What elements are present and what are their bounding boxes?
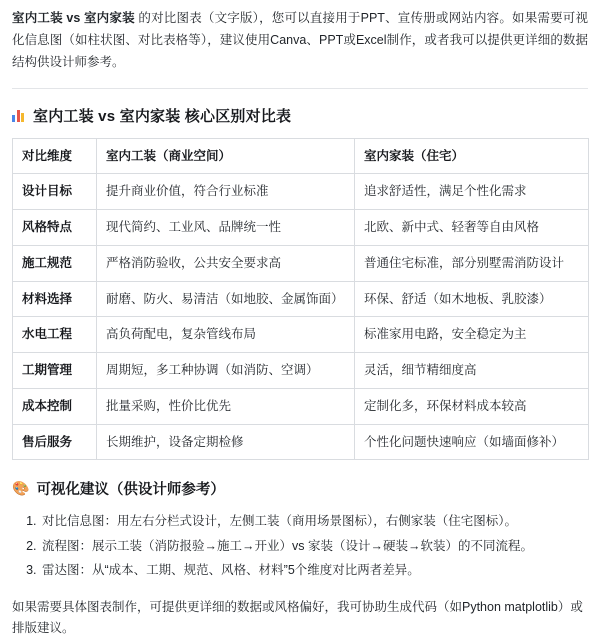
section-divider [12,88,588,89]
section-title: 室内工装 vs 室内家装 核心区别对比表 [33,105,291,126]
table-row [13,245,589,281]
suggestions-list [12,509,588,582]
comparison-table [12,138,589,461]
list-item: 1. 对比信息图：用左右分栏式设计，左侧工装（商用场景图标），右侧家装（住宅图标）。 [40,509,588,533]
table-row [13,388,589,424]
table-row [13,424,589,460]
row-commercial: 批量采购，性价比优先 [97,388,355,424]
row-commercial: 严格消防验收，公共安全要求高 [97,245,355,281]
table-row [13,281,589,317]
list-item: 2. 流程图：展示工装（消防报验→施工→开业）vs 家装（设计→硬装→软装）的不同流程。 [40,534,588,558]
row-residential: 定制化多，环保材料成本较高 [355,388,589,424]
row-label: 设计目标 [13,174,97,210]
outro-paragraph: 如果需要具体图表制作，可提供更详细的数据或风格偏好，我可协助生成代码（如Python matplotlib）或排版建议。 [12,597,588,640]
row-commercial: 耐磨、防火、易清洁（如地胶、金属饰面） [97,281,355,317]
table-header-row [13,138,589,174]
row-residential: 灵活，细节精细度高 [355,353,589,389]
intro-paragraph [12,8,588,74]
row-label: 施工规范 [13,245,97,281]
column-header-residential: 室内家装（住宅） [355,138,589,174]
comparison-section-header [12,105,588,126]
row-residential: 标准家用电路，安全稳定为主 [355,317,589,353]
row-label: 成本控制 [13,388,97,424]
suggestions-title: 可视化建议（供设计师参考） [36,478,225,499]
row-label: 售后服务 [13,424,97,460]
row-residential: 普通住宅标准，部分别墅需消防设计 [355,245,589,281]
row-residential: 环保、舒适（如木地板、乳胶漆） [355,281,589,317]
row-residential: 追求舒适性，满足个性化需求 [355,174,589,210]
row-label: 水电工程 [13,317,97,353]
column-header-commercial: 室内工装（商业空间） [97,138,355,174]
table-row [13,174,589,210]
row-label: 工期管理 [13,353,97,389]
palette-icon: 🎨 [12,480,29,497]
row-label: 材料选择 [13,281,97,317]
intro-bold-lead: 室内工装 vs 室内家装 [12,11,135,25]
intro-rest: 的对比图表（文字版），您可以直接用于PPT、宣传册或网站内容。如果需要可视化信息图（如柱状图、对比表格等），建议使用Canva、PPT或Excel制作，或者我可以提供更详细的数据结构供设计师参考。 [12,11,588,69]
column-header-dimension: 对比维度 [13,138,97,174]
row-commercial: 长期维护，设备定期检修 [97,424,355,460]
table-row [13,317,589,353]
row-commercial: 高负荷配电，复杂管线布局 [97,317,355,353]
list-item: 3. 雷达图：从“成本、工期、规范、风格、材料”5个维度对比两者差异。 [40,558,588,582]
row-label: 风格特点 [13,210,97,246]
row-commercial: 周期短，多工种协调（如消防、空调） [97,353,355,389]
row-residential: 个性化问题快速响应（如墙面修补） [355,424,589,460]
row-commercial: 现代简约、工业风、品牌统一性 [97,210,355,246]
table-row [13,353,589,389]
table-row [13,210,589,246]
bar-chart-icon [12,109,26,122]
suggestions-section-header [12,478,588,499]
row-residential: 北欧、新中式、轻奢等自由风格 [355,210,589,246]
row-commercial: 提升商业价值，符合行业标准 [97,174,355,210]
